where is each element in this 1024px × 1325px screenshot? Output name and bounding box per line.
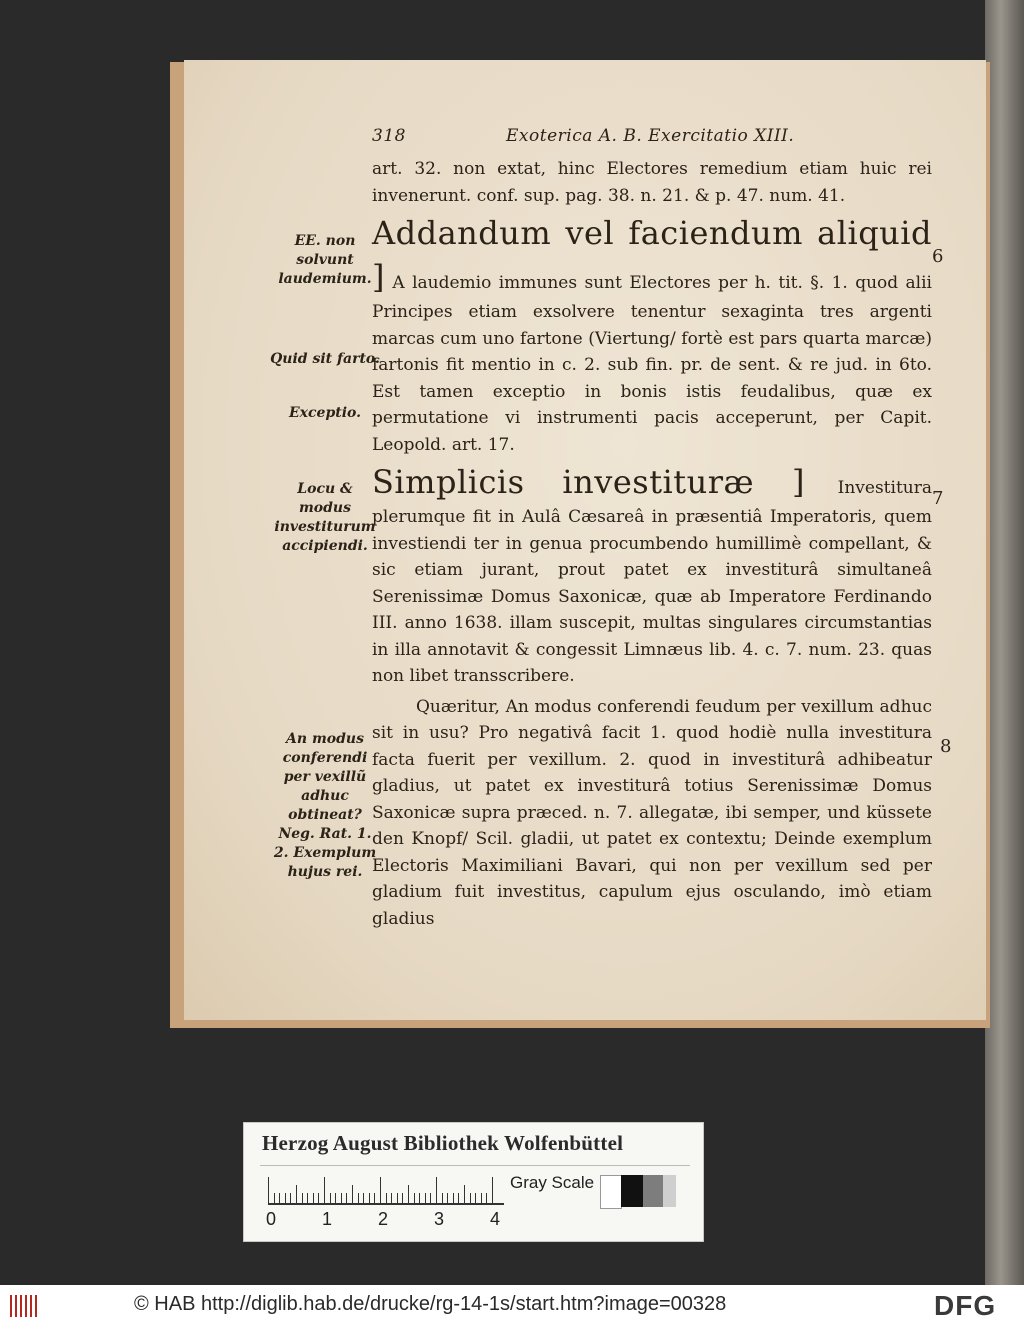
color-reference-plate (243, 1122, 704, 1242)
ruler-tick (279, 1193, 280, 1203)
ruler-tick (386, 1193, 387, 1203)
ruler-tick (481, 1193, 482, 1203)
paragraph-text: A laudemio immunes sunt Electores per h. tit. §. 1. quod alii Principes etiam exsolvere tenentur sexaginta tres argenti marcas cum uno fartone (Viertung/ fortè est pars quarta marcæ) fartonis fit mentio in c. 2. sub fin. pr. de sent. & re jud. in 6to. Est tamen exceptio in bonis istis feudalibus, quæ ex permutatione vi instrumenti pacis acceperunt, per Capit. Leopold. art. 17. (372, 273, 932, 455)
body-text (372, 156, 932, 932)
gray-swatch (621, 1175, 643, 1207)
ruler-tick (397, 1193, 398, 1203)
paragraph-addandum (372, 211, 932, 458)
paragraph-simplicis (372, 460, 932, 690)
page-number: 318 (372, 126, 406, 146)
paragraph: art. 32. non extat, hinc Electores remedium etiam huic rei invenerunt. conf. sup. pag. 38. n. 21. & p. 47. num. 41. (372, 159, 932, 206)
ruler-tick (374, 1193, 375, 1203)
ruler-tick (330, 1193, 331, 1203)
ruler-tick (402, 1193, 403, 1203)
gray-swatch (600, 1175, 622, 1209)
ruler-tick (268, 1177, 269, 1203)
paragraph-number: 6 (932, 246, 944, 267)
ruler-tick (492, 1177, 493, 1203)
ruler-tick (470, 1193, 471, 1203)
gray-scale-swatches (600, 1175, 676, 1207)
ruler-tick (307, 1193, 308, 1203)
margin-note: EE. non solvunt laudemium. (278, 233, 372, 287)
gray-scale-label: Gray Scale (510, 1173, 595, 1192)
ruler-tick (453, 1193, 454, 1203)
ruler-tick (391, 1193, 392, 1203)
margin-note: An modus conferendi per vexillũ adhuc obtineat? Neg. Rat. 1. 2. Exemplum hujus rei. (273, 731, 377, 880)
ruler-tick (436, 1177, 437, 1203)
ruler-tick (302, 1193, 303, 1203)
ruler-tick (486, 1193, 487, 1203)
running-head (184, 126, 986, 150)
lemma-heading: Simplicis investituræ ] (372, 463, 806, 501)
library-name: Herzog August Bibliothek Wolfenbüttel (262, 1131, 624, 1155)
paragraph-number: 7 (932, 488, 944, 509)
ruler-numbers (266, 1209, 506, 1231)
paragraph-text: Investitura plerumque fit in Aulâ Cæsareâ in præsentiâ Imperatoris, quem investiendi ter in genua procumbendo humillimè compellant, & sic etiam jurant, prout patet ex investiturâ simultaneâ Serenissimæ Domus Saxonicæ, quæ ab Imperatore Ferdinando III. anno 1638. illam suscepit, multas singulares circumstantias in illa annotavit & congessit Limnæus lib. 4. c. 7. num. 23. quas non libet transscribere. (372, 478, 932, 686)
margin-note: Quid sit farto. (270, 351, 380, 367)
gray-swatch (643, 1175, 663, 1207)
ruler-number: 0 (266, 1209, 277, 1229)
ruler-tick (464, 1185, 465, 1203)
ruler-tick (296, 1185, 297, 1203)
dfg-logo: DFG (934, 1290, 997, 1321)
ruler-tick (285, 1193, 286, 1203)
book-page (184, 60, 986, 1020)
ruler-tick (414, 1193, 415, 1203)
ruler-tick (341, 1193, 342, 1203)
ruler-number: 3 (434, 1209, 445, 1229)
ruler-tick (442, 1193, 443, 1203)
margin-note: Exceptio. (289, 405, 361, 421)
ruler-tick (313, 1193, 314, 1203)
ruler-tick (358, 1193, 359, 1203)
lemma-heading: Addandum vel faciendum aliquid ] (372, 214, 932, 296)
ruler-tick (380, 1177, 381, 1203)
paragraph-quaeritur: Quæritur, An modus conferendi feudum per vexillum adhuc sit in usu? Pro negativâ facit 1. quod hodiè nulla investitura facta fuerit per vexillum. 2. quod in investiturâ adhibeatur gladius, ut patet ex investiturâ totius Serenissimæ Domus Saxonicæ supra præced. n. 7. allegatæ, ibi semper, und küssete den Knopf/ Scil. gladii, ut patet ex contextu; Deinde exemplum Electoris Maximiliani Bavari, qui non per vexillum sed per gladium fuit investitus, capulum ejus osculando, imò etiam gladius (372, 696, 932, 929)
ruler-tick (475, 1193, 476, 1203)
ruler-tick (335, 1193, 336, 1203)
ruler-tick (363, 1193, 364, 1203)
ruler-tick (419, 1193, 420, 1203)
ruler-tick (290, 1193, 291, 1203)
gray-swatch (663, 1175, 676, 1207)
ruler-number: 2 (378, 1209, 389, 1229)
ruler-tick (346, 1193, 347, 1203)
plate-divider (260, 1165, 690, 1166)
margin-note: Locu & modus investiturum accipiendi. (274, 481, 376, 554)
ruler-tick (324, 1177, 325, 1203)
ruler-tick (352, 1185, 353, 1203)
ruler-tick (274, 1193, 275, 1203)
paragraph-number: 8 (940, 736, 952, 757)
ruler-scale (268, 1175, 504, 1205)
copyright-link[interactable]: © HAB http://diglib.hab.de/drucke/rg-14-1s/start.htm?image=00328 (134, 1293, 727, 1315)
ruler-tick (425, 1193, 426, 1203)
running-head-title: Exoterica A. B. Exercitatio XIII. (506, 126, 795, 146)
ruler-number: 1 (322, 1209, 333, 1229)
ruler-tick (458, 1193, 459, 1203)
ruler-tick (430, 1193, 431, 1203)
ruler-tick (408, 1185, 409, 1203)
ruler-tick (318, 1193, 319, 1203)
book-edge (985, 0, 1024, 1285)
footer-bar (0, 1285, 1024, 1325)
ruler-tick (447, 1193, 448, 1203)
barcode-logo-icon (10, 1291, 40, 1319)
ruler-number: 4 (490, 1209, 501, 1229)
ruler-tick (369, 1193, 370, 1203)
